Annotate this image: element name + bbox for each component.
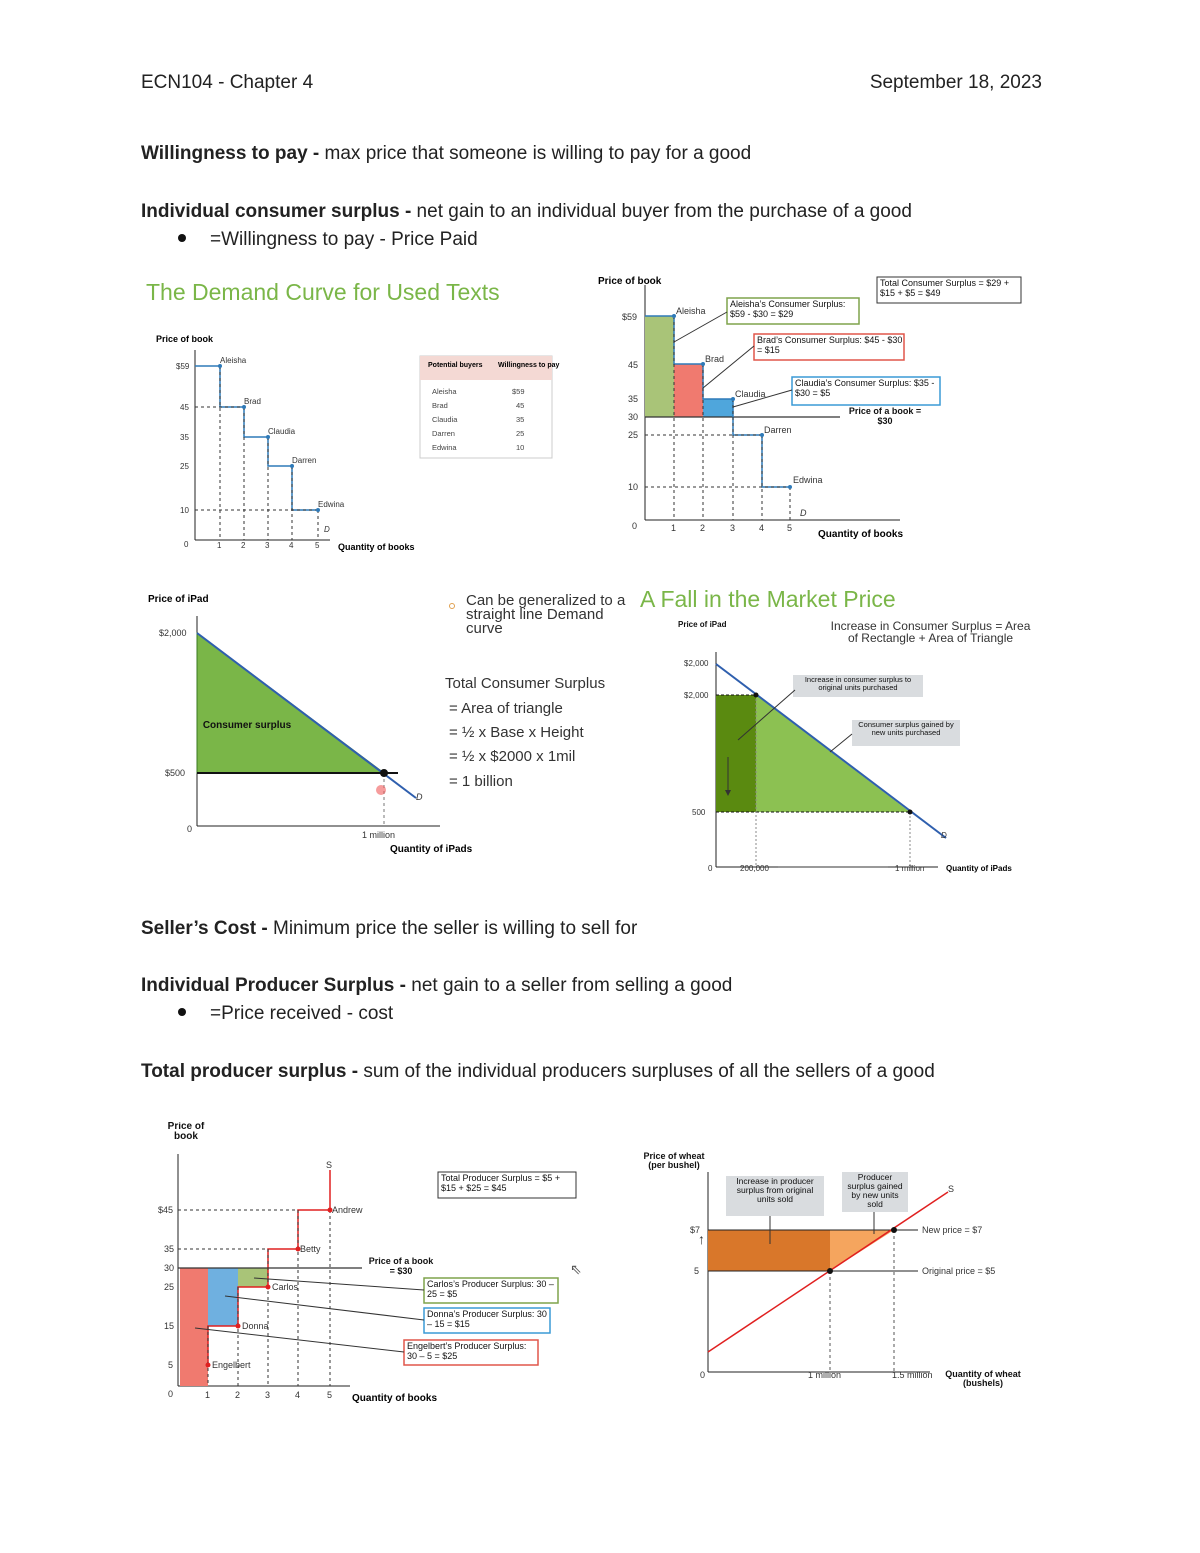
formula-line: = 1 billion — [449, 773, 513, 790]
y-tick: 0 — [632, 521, 638, 531]
rectangle-callout: Increase in consumer surplus to original units purchased — [804, 676, 912, 692]
table-cell: 10 — [516, 443, 525, 452]
def-text: Minimum price the seller is willing to sell for — [267, 918, 638, 939]
curve-label: D — [324, 525, 330, 534]
willingness-table — [420, 356, 559, 458]
x-tick: 1 million — [895, 864, 925, 873]
formula-line: Total Consumer Surplus — [445, 675, 606, 692]
y-tick: $7 — [690, 1225, 701, 1235]
def-consumer-surplus — [141, 201, 912, 223]
x-tick: 200,000 — [740, 864, 769, 873]
table-cell: 25 — [516, 429, 525, 438]
y-tick: 25 — [164, 1282, 175, 1292]
market-price-label: Price of a book = $30 — [368, 1256, 434, 1276]
seller-label: Engelbert — [212, 1360, 251, 1370]
ipad-consumer-surplus-figure — [140, 586, 630, 876]
y-axis-label: Price of iPad — [678, 620, 727, 629]
x-tick: 1 — [671, 523, 677, 533]
formula-line: = Area of triangle — [449, 700, 563, 717]
def-sellers-cost — [141, 918, 637, 940]
formula-line: = ½ x $2000 x 1mil — [449, 748, 576, 765]
table-header: Willingness to pay — [498, 362, 560, 369]
y-axis-label: Price of wheat (per bushel) — [643, 1152, 705, 1170]
new-price-label: New price = $7 — [922, 1225, 983, 1235]
buyer-label: Edwina — [793, 475, 823, 485]
x-tick: 1 million — [808, 1370, 842, 1380]
y-tick: 0 — [700, 1370, 706, 1380]
y-tick: 30 — [628, 412, 639, 422]
def-term: Willingness to pay - — [141, 143, 320, 164]
up-arrow-icon: ↑ — [698, 1231, 705, 1247]
x-tick: 3 — [265, 1390, 271, 1400]
buyer-label: Brad — [705, 354, 725, 364]
original-units-callout: Increase in producer surplus from original units sold — [736, 1177, 814, 1204]
consumer-surplus-steps-figure — [590, 270, 1030, 545]
buyer-label: Edwina — [318, 500, 345, 509]
x-tick: 4 — [759, 523, 765, 533]
table-cell: Brad — [432, 401, 448, 410]
x-tick: 4 — [289, 541, 294, 550]
seller-label: Donna — [242, 1321, 269, 1331]
def-text: max price that someone is willing to pay for a good — [319, 143, 752, 164]
y-tick: 35 — [164, 1244, 175, 1254]
x-tick: 1 — [205, 1390, 211, 1400]
bullet-producer-formula — [178, 1003, 393, 1025]
y-tick: 45 — [180, 403, 189, 412]
table-cell: 35 — [516, 415, 525, 424]
y-tick: $2,000 — [159, 628, 187, 638]
x-tick: 1.5 million — [892, 1370, 933, 1380]
y-axis-label: Price of iPad — [148, 594, 209, 605]
table-header: Potential buyers — [428, 362, 483, 369]
def-text: net gain to an individual buyer from the purchase of a good — [411, 201, 912, 222]
x-axis-label: Quantity of iPads — [390, 844, 473, 855]
seller-label: Carlos — [272, 1282, 299, 1292]
def-term: Individual consumer surplus - — [141, 201, 412, 222]
seller-label: Betty — [300, 1244, 321, 1254]
def-total-producer-surplus — [141, 1061, 935, 1083]
def-term: Individual Producer Surplus - — [141, 975, 406, 996]
figure-title: The Demand Curve for Used Texts — [146, 279, 500, 305]
x-tick: 5 — [787, 523, 793, 533]
buyer-label: Claudia — [268, 427, 296, 436]
figure-title: A Fall in the Market Price — [640, 586, 896, 612]
y-tick: 30 — [164, 1263, 175, 1273]
curve-label: D — [800, 508, 807, 518]
y-tick: 45 — [628, 360, 639, 370]
donna-surplus-box: Donna’s Producer Surplus: 30 – 15 = $15 — [427, 1309, 547, 1329]
y-tick: 10 — [628, 482, 639, 492]
y-tick: 15 — [164, 1321, 175, 1331]
y-tick: 35 — [180, 433, 189, 442]
demand-curve-figure — [140, 270, 570, 560]
def-text: net gain to a seller from selling a good — [405, 975, 733, 996]
x-tick: 1 million — [362, 830, 396, 840]
bullet-icon — [178, 234, 186, 242]
bullet-consumer-formula — [178, 229, 478, 251]
def-text: sum of the individual producers surpluses of all the sellers of a good — [358, 1061, 935, 1082]
y-tick: 25 — [180, 462, 189, 471]
y-tick: $59 — [176, 362, 190, 371]
market-price-label: Price of a book = $30 — [848, 406, 922, 426]
x-tick: 5 — [327, 1390, 333, 1400]
y-tick: $500 — [165, 768, 186, 778]
x-tick: 2 — [235, 1390, 241, 1400]
x-axis-label: Quantity of iPads — [946, 864, 1012, 873]
x-tick: 3 — [265, 541, 270, 550]
y-tick: $2,000 — [684, 659, 709, 668]
increase-note: Increase in Consumer Surplus = Area of Rectangle + Area of Triangle — [830, 620, 1031, 645]
buyer-label: Darren — [292, 456, 317, 465]
aleisha-surplus-box: Aleisha’s Consumer Surplus: $59 - $30 = $29 — [730, 299, 846, 319]
y-tick: 500 — [692, 808, 706, 817]
table-cell: Claudia — [432, 415, 458, 424]
table-cell: Edwina — [432, 443, 457, 452]
claudia-surplus-box: Claudia’s Consumer Surplus: $35 - $30 = $5 — [795, 378, 935, 398]
table-cell: 45 — [516, 401, 525, 410]
x-tick: 4 — [295, 1390, 301, 1400]
x-tick: 2 — [700, 523, 706, 533]
curve-label: S — [948, 1184, 955, 1194]
curve-label: S — [326, 1160, 333, 1170]
def-term: Seller’s Cost - — [141, 918, 268, 939]
y-tick: 35 — [628, 394, 639, 404]
consumer-surplus-label: Consumer surplus — [202, 720, 292, 731]
y-axis-label: Price of book — [156, 334, 214, 344]
producer-surplus-steps-figure — [150, 1118, 600, 1408]
engelbert-surplus-box: Engelbert’s Producer Surplus: 30 – 5 = $25 — [407, 1341, 527, 1361]
y-tick: 0 — [187, 824, 193, 834]
x-axis-label: Quantity of books — [338, 542, 415, 552]
curve-label: D — [941, 831, 947, 840]
new-units-callout: Producer surplus gained by new units sold — [847, 1173, 903, 1209]
def-producer-surplus — [141, 975, 732, 997]
curve-label: D — [416, 792, 423, 802]
y-axis-label: Price of book — [167, 1122, 205, 1142]
generalization-note: Can be generalized to a straight line Demand curve — [466, 594, 626, 637]
table-cell: $59 — [512, 387, 525, 396]
triangle-callout: Consumer surplus gained by new units purchased — [858, 721, 954, 737]
buyer-label: Darren — [764, 425, 792, 435]
y-axis-label: Price of book — [598, 276, 662, 287]
x-axis-label: Quantity of wheat (bushels) — [945, 1370, 1021, 1388]
document-date: September 18, 2023 — [869, 72, 1042, 93]
x-tick: 2 — [241, 541, 246, 550]
y-tick: 0 — [708, 864, 713, 873]
original-price-label: Original price = $5 — [922, 1266, 996, 1276]
y-tick: 0 — [184, 540, 189, 549]
wheat-producer-surplus-figure — [630, 1140, 1050, 1400]
y-tick: $45 — [158, 1205, 174, 1215]
y-tick: $59 — [622, 312, 638, 322]
y-tick: 0 — [168, 1389, 174, 1399]
x-axis-label: Quantity of books — [818, 529, 903, 540]
buyer-label: Brad — [244, 397, 261, 406]
y-tick: $2,000 — [684, 691, 709, 700]
x-tick: 1 — [217, 541, 222, 550]
course-title: ECN104 - Chapter 4 — [141, 72, 314, 93]
bullet-text: =Price received - cost — [210, 1003, 394, 1024]
y-tick: 10 — [180, 506, 189, 515]
y-tick: 25 — [628, 430, 639, 440]
bullet-icon — [178, 1008, 186, 1016]
total-consumer-surplus-box: Total Consumer Surplus = $29 + $15 + $5 = $49 — [880, 278, 1010, 298]
total-producer-surplus-box: Total Producer Surplus = $5 + $15 + $25 = $45 — [441, 1173, 561, 1193]
def-willingness — [141, 143, 751, 165]
table-cell: Aleisha — [432, 387, 457, 396]
buyer-label: Aleisha — [676, 306, 706, 316]
y-tick: 5 — [168, 1360, 174, 1370]
buyer-label: Claudia — [735, 389, 766, 399]
formula-line: = ½ x Base x Height — [449, 724, 584, 741]
fall-in-price-figure — [638, 582, 1038, 882]
x-tick: 5 — [315, 541, 320, 550]
brad-surplus-box: Brad’s Consumer Surplus: $45 - $30 = $15 — [757, 335, 903, 355]
x-axis-label: Quantity of books — [352, 1393, 437, 1404]
x-tick: 3 — [730, 523, 736, 533]
def-term: Total producer surplus - — [141, 1061, 359, 1082]
buyer-label: Aleisha — [220, 356, 247, 365]
bullet-text: =Willingness to pay - Price Paid — [210, 229, 478, 250]
cursor-icon: ⇖ — [570, 1261, 582, 1277]
y-tick: 5 — [694, 1266, 700, 1276]
seller-label: Andrew — [332, 1205, 363, 1215]
table-cell: Darren — [432, 429, 455, 438]
carlos-surplus-box: Carlos’s Producer Surplus: 30 – 25 = $5 — [427, 1279, 554, 1299]
